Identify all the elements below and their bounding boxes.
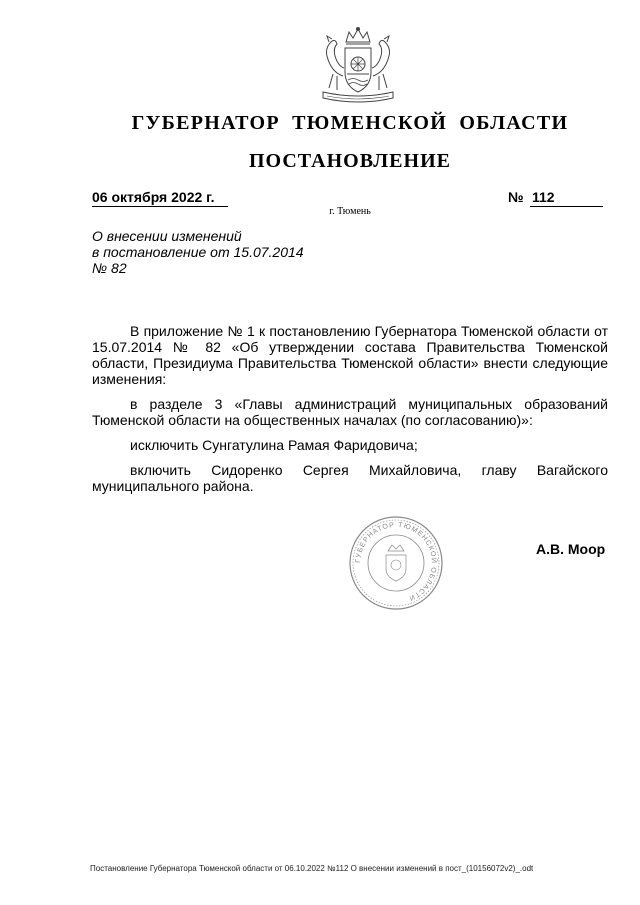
subject-line: № 82 (92, 260, 127, 276)
signer-name: А.В. Моор (536, 541, 606, 557)
document-date: 06 октября 2022 г. (92, 189, 228, 207)
body-paragraph: включить Сидоренко Сергея Михайловича, главу Вагайского муниципального района. (92, 462, 608, 494)
footer-filename: Постановление Губернатора Тюменской области от 06.10.2022 №112 О внесении изменений в пост_(10156072v2)_.odt (90, 864, 534, 873)
document-type: ПОСТАНОВЛЕНИЕ (249, 150, 451, 172)
body-paragraph: В приложение № 1 к постановлению Губернатора Тюменской области от 15.07.2014 № 82 «Об утверждении состава Правительства Тюменской области, Президиума Правительства Тюменской области» внести следующие изменения: (92, 323, 608, 387)
subject-line: О внесении изменений (92, 228, 242, 244)
seal-text: ГУБЕРНАТОР ТЮМЕНСКОЙ ОБЛАСТИ (354, 521, 438, 602)
subject-line: в постановление от 15.07.2014 (92, 244, 304, 260)
document-body (92, 323, 608, 503)
document-number: 112 (530, 189, 603, 207)
body-paragraph: в разделе 3 «Главы администраций муниципальных образований Тюменской области на общественных началах (по согласованию)»: (92, 396, 608, 428)
number-sign: № (508, 189, 524, 205)
official-seal-icon (348, 515, 444, 611)
coat-of-arms-icon (313, 26, 403, 106)
city-label: г. Тюмень (329, 206, 371, 217)
svg-text:ГУБЕРНАТОР ТЮМЕНСКОЙ ОБЛАСТИ (355, 522, 439, 602)
authority-title: ГУБЕРНАТОР ТЮМЕНСКОЙ ОБЛАСТИ (131, 112, 569, 134)
body-paragraph: исключить Сунгатулина Рамая Фаридовича; (130, 437, 418, 453)
document-subject (92, 228, 352, 276)
